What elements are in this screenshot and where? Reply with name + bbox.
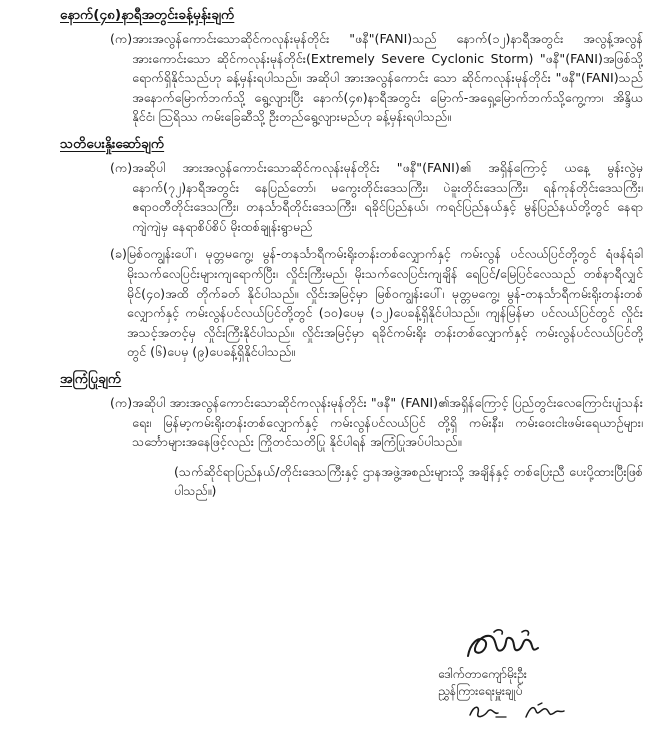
forecast-section — [38, 6, 643, 127]
signature-block — [430, 626, 640, 721]
advice-paragraph-ka — [38, 393, 643, 452]
signatory-title: ညွှန်ကြားရေးမှူးချုပ် — [438, 684, 523, 698]
section-heading-warning: သတိပေးနှိုးဆော်ချက် — [60, 135, 165, 152]
handwritten-signature — [464, 626, 546, 666]
paragraph-number: (က) — [110, 31, 133, 46]
paragraph-number: (က) — [110, 159, 133, 175]
warning-paragraph-kha — [38, 244, 643, 362]
advice-section — [38, 370, 643, 501]
distribution-note: (သက်ဆိုင်ရာပြည်နယ်/တိုင်းဒေသကြီးနှင့် ဌာနအဖွဲ့အစည်းများသို့ အချိန်နှင့် တစ်ပြေးညီ ပေးပို့ထားပြီးဖြစ်ပါသည်။) — [174, 463, 643, 499]
warning-section — [38, 135, 643, 362]
paragraph-number: (ခ) — [110, 246, 127, 262]
paragraph-text: မြစ်ဝကျွန်းပေါ်၊ မုတ္တမကွေ့၊ မွန်-တနင်္သာရီကမ်းရိုးတန်းတစ်လျှောက်နှင့် ကမ်းလွန် ပင်လယ်ပြင်တို့တွင် ရံဖန်ရံခါ မိုးသက်လေပြင်းများကျရောက်ပြီး၊ လှိုင်းကြီးမည်၊ မိုးသက်လေပြင်းကျချိန် ရေပြင်/မြေပြင်လေသည် တစ်နာရီလျှင် မိုင်(၄၀)အထိ တိုက်ခတ် နိုင်ပါသည်။ လှိုင်းအမြင့်မှာ မြစ်ဝကျွန်းပေါ်၊ မုတ္တမကွေ့၊ မွန်-တနင်္သာရီကမ်းရိုးတန်းတစ် လျှောက်နှင့် ကမ်းလွန်ပင်လယ်ပြင်တို့တွင် (၁၀)ပေမှ (၁၂)ပေခန့်ရှိနိုင်ပါသည်။ ကျန်မြန်မာ ပင်လယ်ပြင်တွင် လှိုင်းအသင့်အတင့်မှ လှိုင်းကြီးနိုင်ပါသည်။ လှိုင်းအမြင့်မှာ ရခိုင်ကမ်းရိုး တန်းတစ်လျှောက်နှင့် ကမ်းလွန်ပင်လယ်ပြင်တို့တွင် (၆)ပေမှ (၉)ပေခန့်ရှိနိုင်ပါသည်။ — [126, 246, 643, 360]
paragraph-text: အဆိုပါ အားအလွန်ကောင်းသောဆိုင်ကလုန်းမုန်တိုင်း "ဖနီ"(FANI)၏ အရှိန်ကြောင့် ယနေ့ မွန်းလွဲမှ နောက်(၇၂)နာရီအတွင်း နေပြည်တော်၊ မကွေးတိုင်းဒေသကြီး၊ ပဲခူးတိုင်းဒေသကြီး၊ ရန်ကုန်တိုင်းဒေသကြီး၊ ဧရာဝတီတိုင်းဒေသကြီး၊ တနင်္သာရီတိုင်းဒေသကြီး၊ ရခိုင်ပြည်နယ်၊ ကရင်ပြည်နယ်နှင့် မွန်ပြည်နယ်တို့တွင် နေရာကျဲကျဲမှ နေရာစိပ်စိပ် မိုးထစ်ချုန်းရွာမည် — [132, 159, 643, 234]
signatory-name: ဒေါက်တာကျော်မိုးဦး — [438, 667, 527, 681]
paragraph-text: အားအလွန်ကောင်းသောဆိုင်ကလုန်းမုန်တိုင်း "ဖနီ"(FANI)သည် နောက်(၁၂)နာရီအတွင်း အလွန့်အလွန်အားကောင်းသော ဆိုင်ကလုန်းမုန်တိုင်း(Extremely Severe Cyclonic Storm) "ဖနီ"(FANI)အဖြစ်သို့ရောက်ရှိနိုင်သည်ဟု ခန့်မှန်းရပါသည်။ အဆိုပါ အားအလွန်ကောင်း သော ဆိုင်ကလုန်းမုန်တိုင်း "ဖနီ"(FANI)သည် အနောက်မြောက်ဘက်သို့ ရွေ့လျားပြီး နောက်(၄၈)နာရီအတွင်း မြောက်-အရှေ့မြောက်ဘက်သို့ကွေ့ကာ၊ အိန္ဒိယနိုင်ငံ၊ ဩရိဿ ကမ်းခြေဆီသို့ ဦးတည်ရွေ့လျားမည်ဟု ခန့်မှန်းရပါသည်။ — [132, 31, 643, 125]
paragraph-number: (က) — [110, 394, 133, 410]
section-heading-advice: အကြံပြုချက် — [60, 370, 122, 387]
forecast-paragraph-ka — [38, 29, 643, 127]
warning-paragraph-ka — [38, 158, 643, 236]
handwritten-initials — [466, 701, 576, 721]
paragraph-text: အဆိုပါ အားအလွန်ကောင်းသောဆိုင်ကလုန်းမုန်တိုင်း "ဖနီ" (FANI)၏အရှိန်ကြောင့် ပြည်တွင်းလေကြောင်းပျံသန်းရေး၊ မြန်မာ့ကမ်းရိုးတန်းတစ်လျှောက်နှင့် ကမ်းလွန်ပင်လယ်ပြင် တို့ရှိ ကမ်းနီး၊ ကမ်းဝေးငါးဖမ်းရေယာဉ်များ၊ သင်္ဘောများအနေဖြင့်လည်း ကြိုတင်သတိပြု နိုင်ပါရန် အကြံပြုအပ်ပါသည်။ — [132, 394, 643, 450]
section-heading-forecast: နောက်(၄၈)နာရီအတွင်းခန့်မှန်းချက် — [60, 7, 235, 23]
